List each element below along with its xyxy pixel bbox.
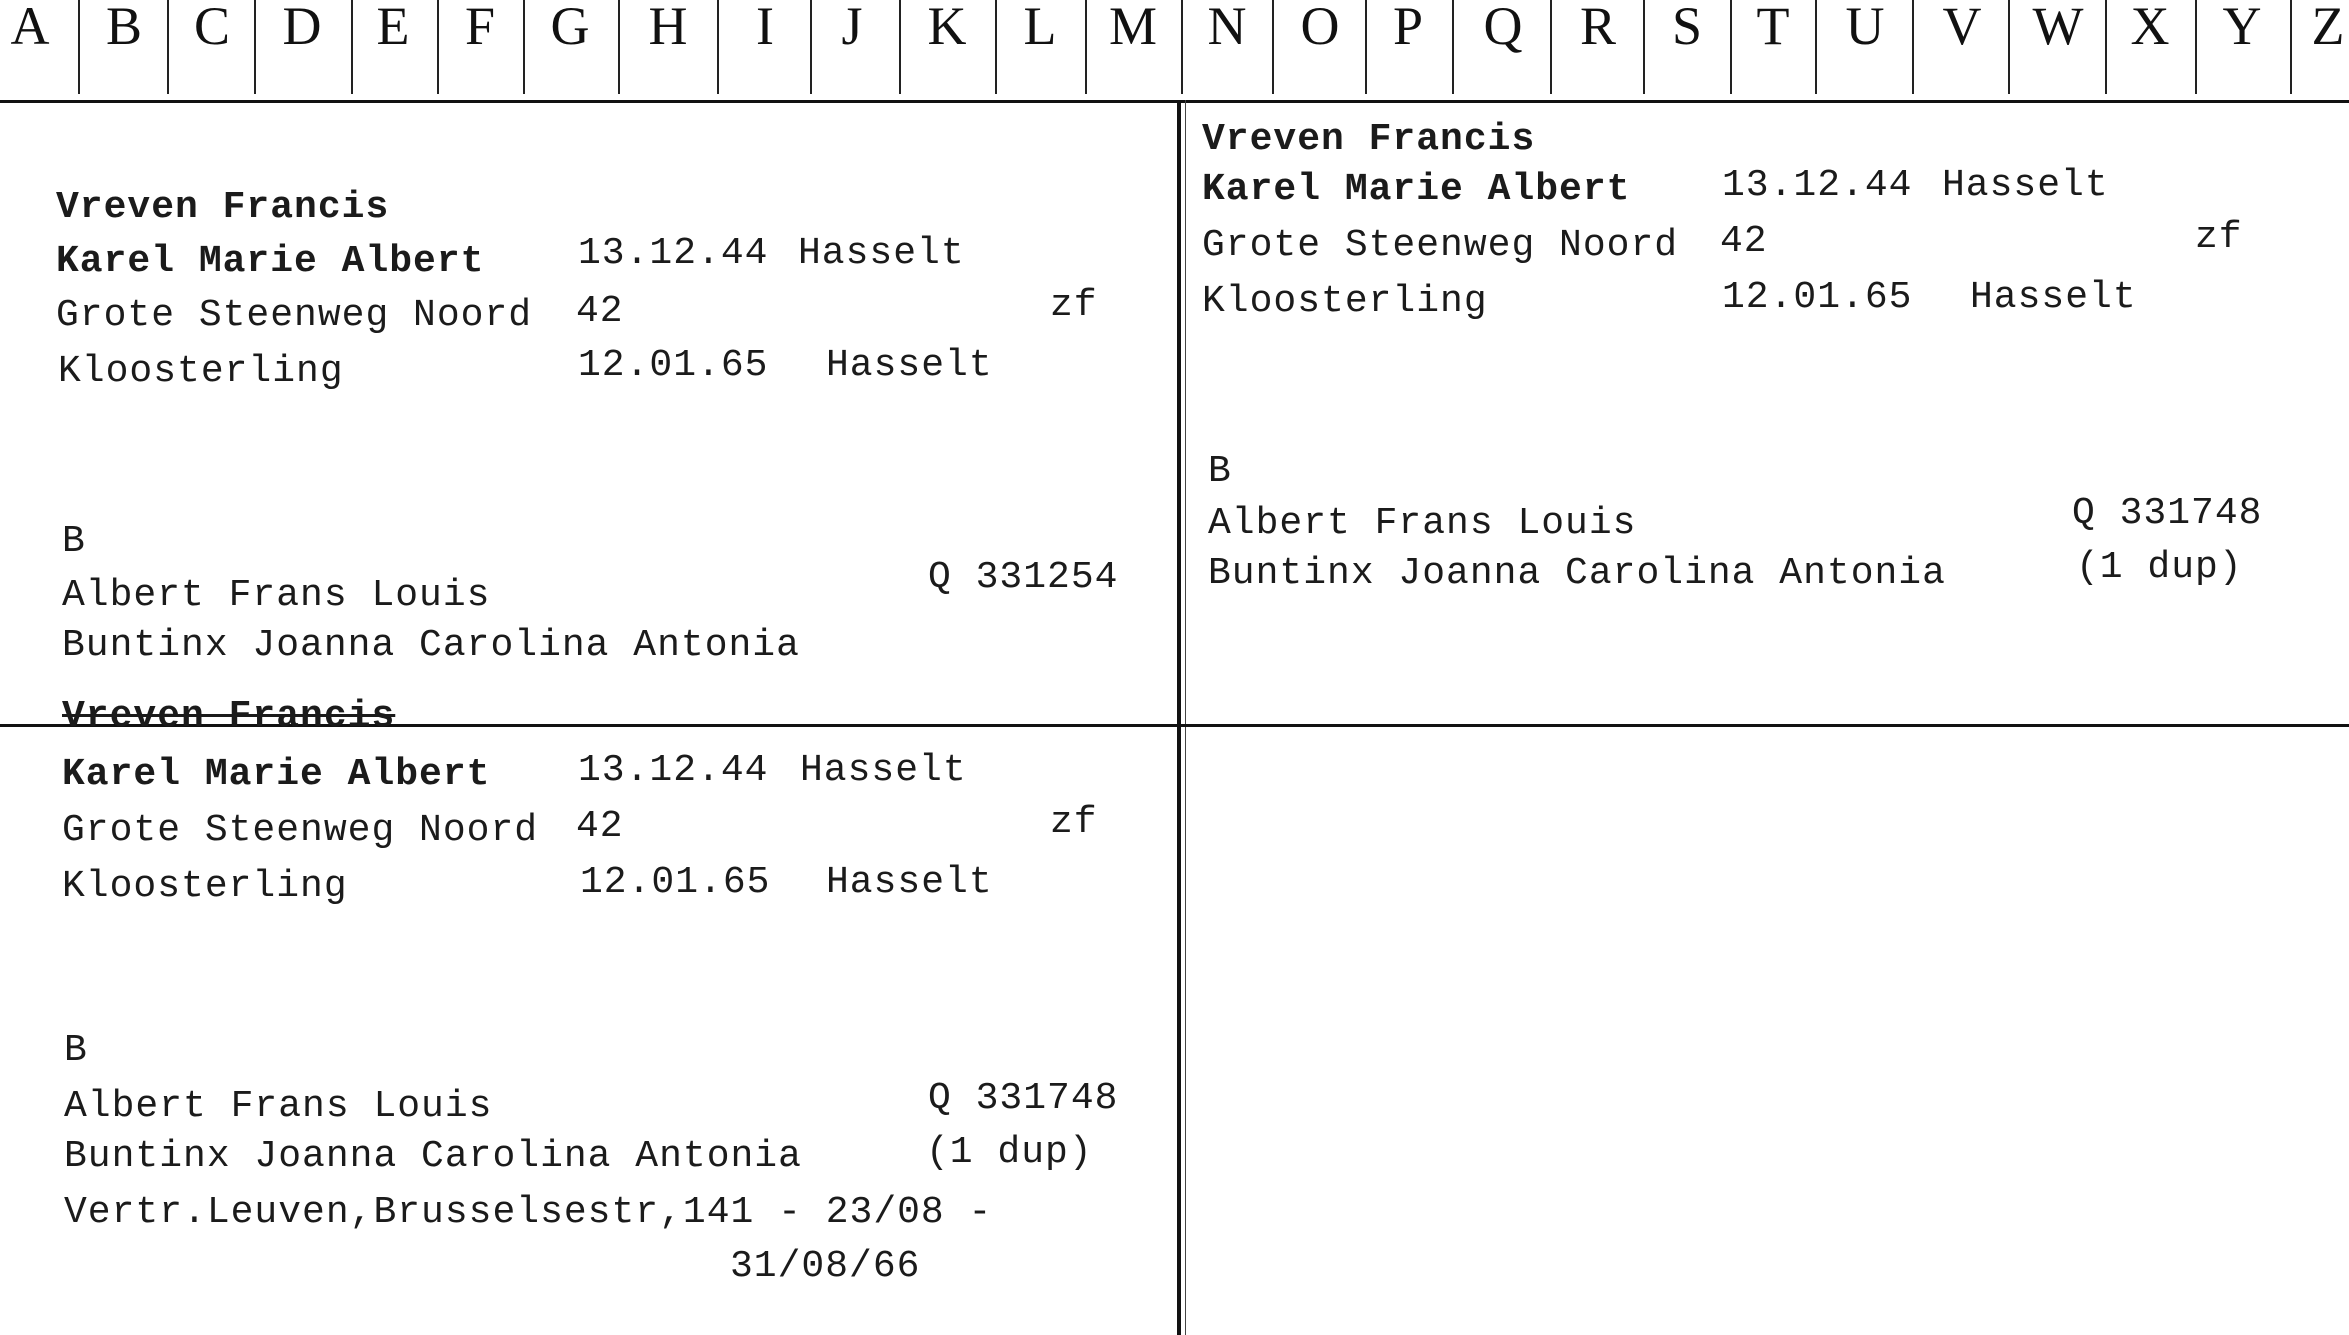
alphabet-separator bbox=[254, 0, 256, 94]
alphabet-separator bbox=[437, 0, 439, 94]
alphabet-separator bbox=[1643, 0, 1645, 94]
card-top-left bbox=[0, 100, 1177, 724]
alphabet-separator bbox=[1550, 0, 1552, 94]
card-profession: Kloosterling bbox=[62, 865, 348, 908]
card-profession: Kloosterling bbox=[1202, 280, 1488, 323]
alphabet-separator bbox=[351, 0, 353, 94]
card-birth-place: Hasselt bbox=[800, 749, 967, 792]
alphabet-letter: G bbox=[550, 0, 590, 56]
card-father: Albert Frans Louis bbox=[1208, 502, 1637, 545]
card-mother: Buntinx Joanna Carolina Antonia bbox=[1208, 552, 1946, 595]
card-given-names: Karel Marie Albert bbox=[62, 753, 491, 796]
card-house-number: 42 bbox=[576, 290, 624, 333]
card-reg-place: Hasselt bbox=[826, 344, 993, 387]
card-birth-place: Hasselt bbox=[1942, 164, 2109, 207]
card-street: Grote Steenweg Noord bbox=[62, 809, 539, 852]
card-reg-place: Hasselt bbox=[826, 861, 993, 904]
card-name-struck: Vreven Francis bbox=[62, 695, 396, 738]
alphabet-letter: Q bbox=[1483, 0, 1523, 56]
alphabet-letter: D bbox=[282, 0, 322, 56]
card-category: B bbox=[62, 520, 86, 563]
alphabet-separator bbox=[618, 0, 620, 94]
card-bottom-left bbox=[0, 695, 1177, 1335]
card-profession: Kloosterling bbox=[58, 350, 344, 393]
card-given-names: Karel Marie Albert bbox=[56, 240, 485, 283]
alphabet-separator bbox=[1912, 0, 1914, 94]
alphabet-separator bbox=[1730, 0, 1732, 94]
card-reg-date: 12.01.65 bbox=[580, 861, 771, 904]
card-birth-date: 13.12.44 bbox=[578, 749, 769, 792]
card-dup-note: (1 dup) bbox=[2076, 546, 2243, 589]
card-house-number: 42 bbox=[576, 805, 624, 848]
card-bottom-right-empty bbox=[1185, 727, 2349, 1335]
card-note-line-1: Vertr.Leuven,Brusselsestr,141 - 23/08 - bbox=[64, 1191, 993, 1234]
alphabet-separator bbox=[1815, 0, 1817, 94]
card-birth-date: 13.12.44 bbox=[1722, 164, 1913, 207]
alphabet-letter: L bbox=[1023, 0, 1057, 56]
card-street: Grote Steenweg Noord bbox=[56, 294, 533, 337]
alphabet-letter: U bbox=[1845, 0, 1885, 56]
alphabet-letter: M bbox=[1108, 0, 1158, 56]
card-father: Albert Frans Louis bbox=[64, 1085, 493, 1128]
card-father: Albert Frans Louis bbox=[62, 574, 491, 617]
alphabet-letter: X bbox=[2130, 0, 2170, 56]
alphabet-letter: P bbox=[1392, 0, 1424, 56]
card-status-code: zf bbox=[1050, 801, 1098, 844]
card-street: Grote Steenweg Noord bbox=[1202, 224, 1679, 267]
card-status-code: zf bbox=[1050, 284, 1098, 327]
alphabet-letter: N bbox=[1207, 0, 1247, 56]
alphabet-separator bbox=[2290, 0, 2292, 94]
alphabet-separator bbox=[810, 0, 812, 94]
alphabet-separator bbox=[78, 0, 80, 94]
alphabet-index-bar bbox=[0, 0, 2349, 103]
card-name: Vreven Francis bbox=[1202, 118, 1536, 161]
alphabet-separator bbox=[2008, 0, 2010, 94]
card-divider-vertical bbox=[1177, 100, 1181, 1335]
card-top-right bbox=[1185, 100, 2349, 724]
alphabet-separator bbox=[717, 0, 719, 94]
card-note-line-2: 31/08/66 bbox=[730, 1245, 921, 1288]
alphabet-letter: Z bbox=[2311, 0, 2345, 56]
alphabet-separator bbox=[1181, 0, 1183, 94]
alphabet-letter: I bbox=[756, 0, 774, 56]
alphabet-letter: H bbox=[648, 0, 688, 56]
alphabet-letter: C bbox=[193, 0, 231, 56]
alphabet-letter: S bbox=[1671, 0, 1703, 56]
alphabet-separator bbox=[1452, 0, 1454, 94]
alphabet-separator bbox=[2195, 0, 2197, 94]
alphabet-letter: E bbox=[376, 0, 410, 56]
card-reg-place: Hasselt bbox=[1970, 276, 2137, 319]
card-dup-note: (1 dup) bbox=[926, 1131, 1093, 1174]
alphabet-letter: K bbox=[927, 0, 967, 56]
card-mother: Buntinx Joanna Carolina Antonia bbox=[62, 624, 800, 667]
card-file-number: Q 331748 bbox=[928, 1077, 1119, 1120]
card-name: Vreven Francis bbox=[56, 186, 390, 229]
card-birth-date: 13.12.44 bbox=[578, 232, 769, 275]
card-birth-place: Hasselt bbox=[798, 232, 965, 275]
alphabet-letter: F bbox=[464, 0, 496, 56]
alphabet-separator bbox=[1085, 0, 1087, 94]
card-house-number: 42 bbox=[1720, 220, 1768, 263]
card-reg-date: 12.01.65 bbox=[1722, 276, 1913, 319]
alphabet-separator bbox=[523, 0, 525, 94]
alphabet-separator bbox=[1365, 0, 1367, 94]
card-reg-date: 12.01.65 bbox=[578, 344, 769, 387]
card-category: B bbox=[64, 1029, 88, 1072]
alphabet-letter: B bbox=[105, 0, 143, 56]
card-given-names: Karel Marie Albert bbox=[1202, 168, 1631, 211]
alphabet-separator bbox=[2105, 0, 2107, 94]
alphabet-separator bbox=[1272, 0, 1274, 94]
alphabet-letter: R bbox=[1579, 0, 1617, 56]
alphabet-letter: A bbox=[10, 0, 50, 56]
alphabet-separator bbox=[995, 0, 997, 94]
card-file-number: Q 331748 bbox=[2072, 492, 2263, 535]
alphabet-letter: Y bbox=[2222, 0, 2262, 56]
card-file-number: Q 331254 bbox=[928, 556, 1119, 599]
alphabet-letter: O bbox=[1300, 0, 1340, 56]
card-mother: Buntinx Joanna Carolina Antonia bbox=[64, 1135, 802, 1178]
alphabet-separator bbox=[899, 0, 901, 94]
card-category: B bbox=[1208, 450, 1232, 493]
alphabet-letter: T bbox=[1756, 0, 1790, 56]
alphabet-letter: W bbox=[2032, 0, 2084, 56]
card-status-code: zf bbox=[2195, 216, 2243, 259]
alphabet-letter: V bbox=[1942, 0, 1982, 56]
alphabet-letter: J bbox=[841, 0, 863, 56]
alphabet-separator bbox=[167, 0, 169, 94]
